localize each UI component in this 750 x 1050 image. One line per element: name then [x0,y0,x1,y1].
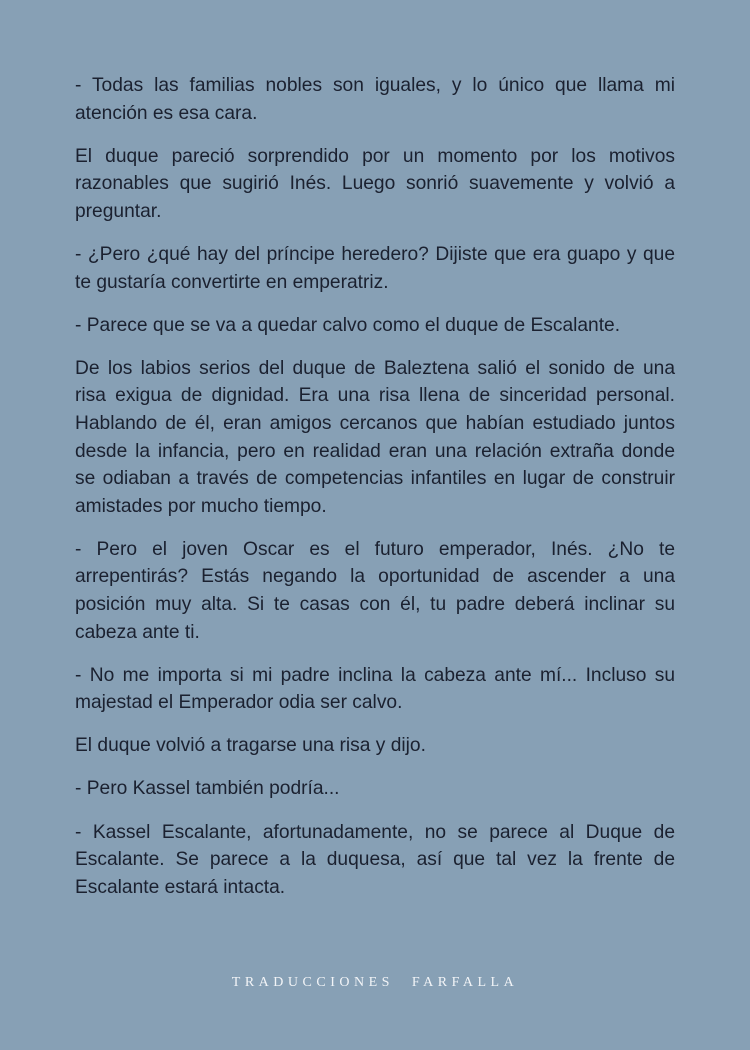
paragraph: - Pero Kassel también podría... [75,778,340,800]
paragraph: - Todas las familias nobles son iguales, y lo único que llama mi atención es esa cara. [75,75,675,124]
paragraph: - Parece que se va a quedar calvo como el duque de Escalante. [75,314,621,336]
footer-credit: TRADUCCIONES FARFALLA [231,975,519,990]
paragraph: El duque pareció sorprendido por un momento por los motivos razonables que sugirió Inés. Luego sonrió suavemente y volvió a preguntar. [75,145,675,222]
paragraph: - No me importa si mi padre inclina la cabeza ante mí... Incluso su majestad el Emperador odia ser calvo. [75,664,675,714]
paragraph: El duque volvió a tragarse una risa y dijo. [75,735,426,757]
paragraph: - Kassel Escalante, afortunadamente, no se parece al Duque de Escalante. Se parece a la duquesa, así que tal vez la frente de Escalante estará intacta. [75,821,675,898]
paragraph: De los labios serios del duque de Baleztena salió el sonido de una risa exigua de dignidad. Era una risa llena de sinceridad personal. Hablando de él, eran amigos cercanos que habían estudiado juntos desde la infancia, pero en realidad eran una relación extraña donde se odiaban a través de competencias infantiles en lugar de construir amistades por mucho tiempo. [75,357,675,517]
page-body [75,72,675,917]
paragraph: - ¿Pero ¿qué hay del príncipe heredero? Dijiste que era guapo y que te gustaría convertirte en emperatriz. [75,243,675,293]
paragraph: - Pero el joven Oscar es el futuro emperador, Inés. ¿No te arrepentirás? Estás negando la oportunidad de ascender a una posición muy alta. Si te casas con él, tu padre deberá inclinar su cabeza ante ti. [75,538,675,643]
